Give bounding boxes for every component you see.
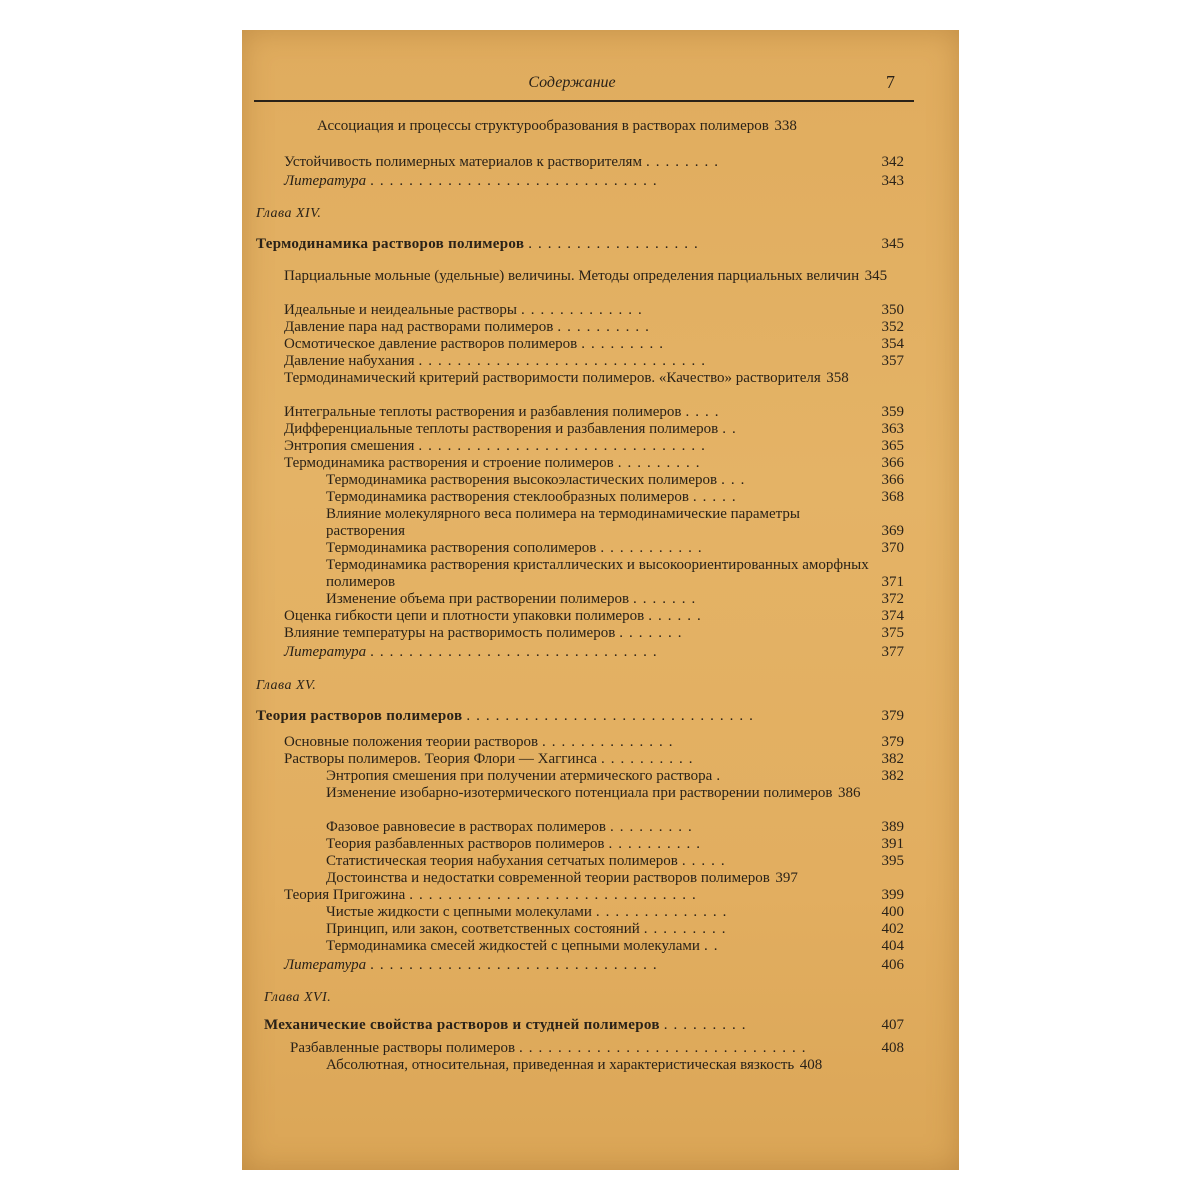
chapter-label: Глава XVI. [264, 990, 332, 1005]
chapter-title: Термодинамика растворов полимеров .................. 345 [256, 236, 904, 252]
toc-subentry: Чистые жидкости с цепными молекулами .............. 400 [326, 904, 904, 920]
toc-entry: Ассоциация и процессы структурообразования в растворах полимеров 338 [317, 118, 797, 134]
toc-subentry: Статистическая теория набухания сетчатых полимеров ..... 395 [326, 853, 904, 869]
running-header-title: Содержание [528, 74, 616, 91]
toc-subentry: Термодинамика растворения стеклообразных полимеров ..... 368 [326, 489, 904, 505]
toc-entry: Оценка гибкости цепи и плотности упаковки полимеров ...... 374 [284, 608, 904, 624]
toc-entry: Дифференциальные теплоты растворения и разбавления полимеров .. 363 [284, 421, 904, 437]
toc-entry: Осмотическое давление растворов полимеров ......... 354 [284, 336, 904, 352]
toc-subentry: Абсолютная, относительная, приведенная и характеристическая вязкость 408 [326, 1057, 823, 1073]
chapter-title: Теория растворов полимеров .............................. 379 [256, 708, 904, 724]
toc-subentry: Энтропия смешения при получении атермического раствора . 382 [326, 768, 904, 784]
toc-entry: Влияние температуры на растворимость полимеров ....... 375 [284, 625, 904, 641]
toc-subentry: Влияние молекулярного веса полимера на термодинамические параметры растворения 369 [326, 506, 904, 539]
toc-entry: Растворы полимеров. Теория Флори — Хаггинса .......... 382 [284, 751, 904, 767]
toc-subentry: Принцип, или закон, соответственных состояний ......... 402 [326, 921, 904, 937]
toc-subentry: Термодинамика растворения кристаллических и высокоориентированных аморфных полимеров 371 [326, 557, 904, 590]
book-page [242, 30, 959, 1170]
toc-entry-literature: Литература .............................. 406 [284, 957, 904, 973]
toc-subentry: Изменение изобарно-изотермического потенциала при растворении полимеров 386 [326, 785, 861, 801]
toc-entry: Идеальные и неидеальные растворы ............. 350 [284, 302, 904, 318]
toc-subentry: Термодинамика растворения сополимеров ........... 370 [326, 540, 904, 556]
toc-entry: Интегральные теплоты растворения и разбавления полимеров .... 359 [284, 404, 904, 420]
toc-entry: Энтропия смешения .............................. 365 [284, 438, 904, 454]
toc-entry: Основные положения теории растворов .............. 379 [284, 734, 904, 750]
toc-subentry: Теория разбавленных растворов полимеров .......... 391 [326, 836, 904, 852]
chapter-title: Механические свойства растворов и студней полимеров ......... 407 [264, 1017, 904, 1033]
toc-entry: Термодинамический критерий растворимости полимеров. «Качество» растворителя 358 [284, 370, 849, 386]
toc-subentry: Изменение объема при растворении полимеров ....... 372 [326, 591, 904, 607]
toc-entry: Парциальные мольные (удельные) величины. Методы определения парциальных величин 345 [284, 268, 888, 284]
toc-subentry: Термодинамика смесей жидкостей с цепными молекулами .. 404 [326, 938, 904, 954]
toc-subentry: Фазовое равновесие в растворах полимеров ......... 389 [326, 819, 904, 835]
toc-entry: Термодинамика растворения и строение полимеров ......... 366 [284, 455, 904, 471]
toc-entry-literature: Литература .............................. 377 [284, 644, 904, 660]
toc-subentry: Достоинства и недостатки современной теории растворов полимеров 397 [326, 870, 798, 886]
toc-entry: Устойчивость полимерных материалов к растворителям ........ 342 [284, 154, 904, 170]
toc-subentry: Термодинамика растворения высокоэластических полимеров ... 366 [326, 472, 904, 488]
toc-entry-literature: Литература .............................. 343 [284, 173, 904, 189]
toc-entry: Разбавленные растворы полимеров .............................. 408 [290, 1040, 904, 1056]
page-number: 7 [886, 72, 895, 92]
table-of-contents [242, 30, 959, 1170]
toc-entry: Давление пара над растворами полимеров .......... 352 [284, 319, 904, 335]
chapter-label: Глава XV. [256, 678, 317, 693]
chapter-label: Глава XIV. [256, 206, 322, 221]
toc-entry: Теория Пригожина .............................. 399 [284, 887, 904, 903]
toc-entry: Давление набухания .............................. 357 [284, 353, 904, 369]
